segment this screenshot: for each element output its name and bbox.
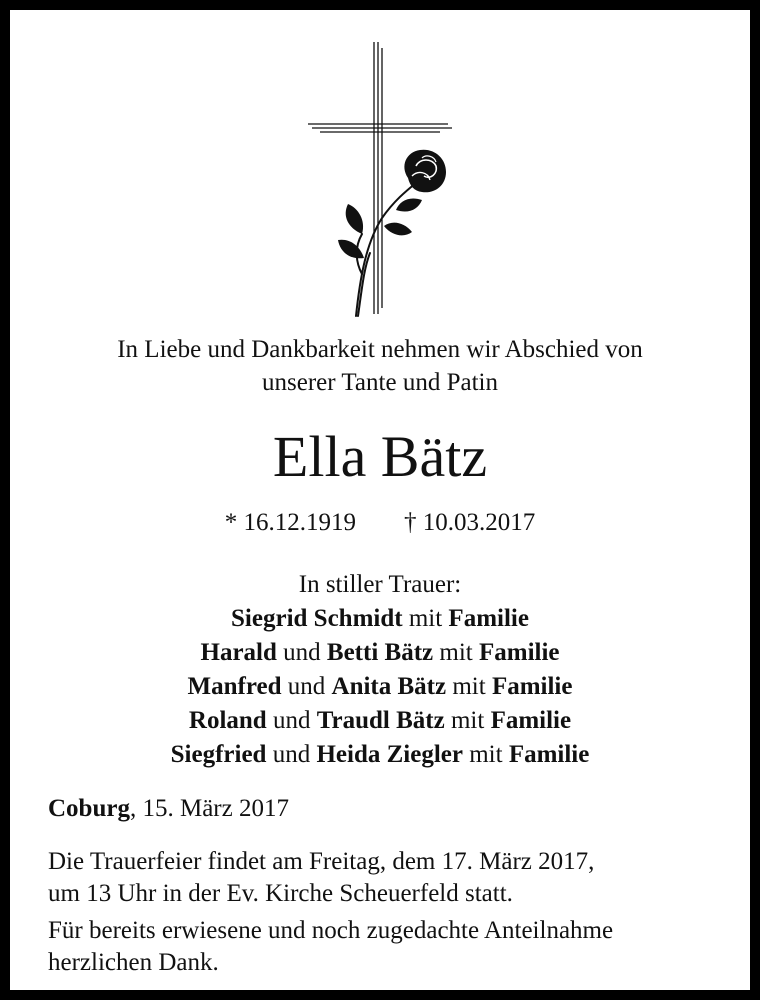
place-date-line [48, 793, 289, 825]
birth-date: * 16.12.1919 [224, 509, 356, 536]
intro-line-2: unserer Tante und Patin [262, 369, 498, 396]
mourner-name: Siegfried [170, 741, 267, 768]
mourner-connector: mit [444, 707, 491, 734]
intro-text [10, 333, 750, 399]
cross-with-rose-icon [300, 38, 460, 320]
mourner-connector: mit [462, 741, 509, 768]
service-line-1: Die Trauerfeier findet am Freitag, dem 17. März 2017, [48, 848, 595, 875]
mourner-connector: und [266, 707, 317, 734]
mourner-name: Manfred [187, 673, 282, 700]
death-date: † 10.03.2017 [404, 509, 536, 536]
mourner-row [10, 602, 750, 636]
mourner-partner: Betti Bätz [326, 639, 434, 666]
mourners-heading: In stiller Trauer: [298, 571, 462, 598]
mourner-name: Roland [188, 707, 267, 734]
deceased-name: Ella Bätz [272, 424, 488, 489]
mourner-family: Familie [508, 741, 590, 768]
mourners-list [10, 568, 750, 772]
mourner-name: Harald [200, 639, 277, 666]
mourner-connector: mit [402, 605, 449, 632]
mourner-row [10, 738, 750, 772]
mourner-row [10, 636, 750, 670]
mourner-row [10, 704, 750, 738]
place-city: Coburg [48, 795, 130, 822]
mourner-family: Familie [448, 605, 529, 632]
mourner-family: Familie [491, 673, 573, 700]
mourner-row [10, 670, 750, 704]
mourner-connector: und [276, 639, 327, 666]
mourner-family: Familie [478, 639, 560, 666]
service-line-2: um 13 Uhr in der Ev. Kirche Scheuerfeld statt. [48, 880, 513, 907]
thanks-text [48, 915, 613, 979]
mourner-connector: mit [433, 639, 479, 666]
mourner-name: Siegrid Schmidt [231, 605, 403, 632]
mourner-family: Familie [490, 707, 572, 734]
mourner-partner: Traudl Bätz [316, 707, 445, 734]
thanks-line-2: herzlichen Dank. [48, 949, 219, 976]
thanks-line-1: Für bereits erwiesene und noch zugedachte Anteilnahme [48, 917, 614, 944]
mourner-partner: Anita Bätz [331, 673, 447, 700]
intro-line-1: In Liebe und Dankbarkeit nehmen wir Abschied von [117, 336, 643, 363]
mourner-connector: und [266, 741, 317, 768]
funeral-service-text [48, 846, 594, 910]
mourner-partner: Heida Ziegler [316, 741, 463, 768]
life-dates [10, 507, 750, 539]
mourner-connector: und [281, 673, 332, 700]
mourner-connector: mit [446, 673, 492, 700]
place-date: , 15. März 2017 [129, 795, 289, 822]
